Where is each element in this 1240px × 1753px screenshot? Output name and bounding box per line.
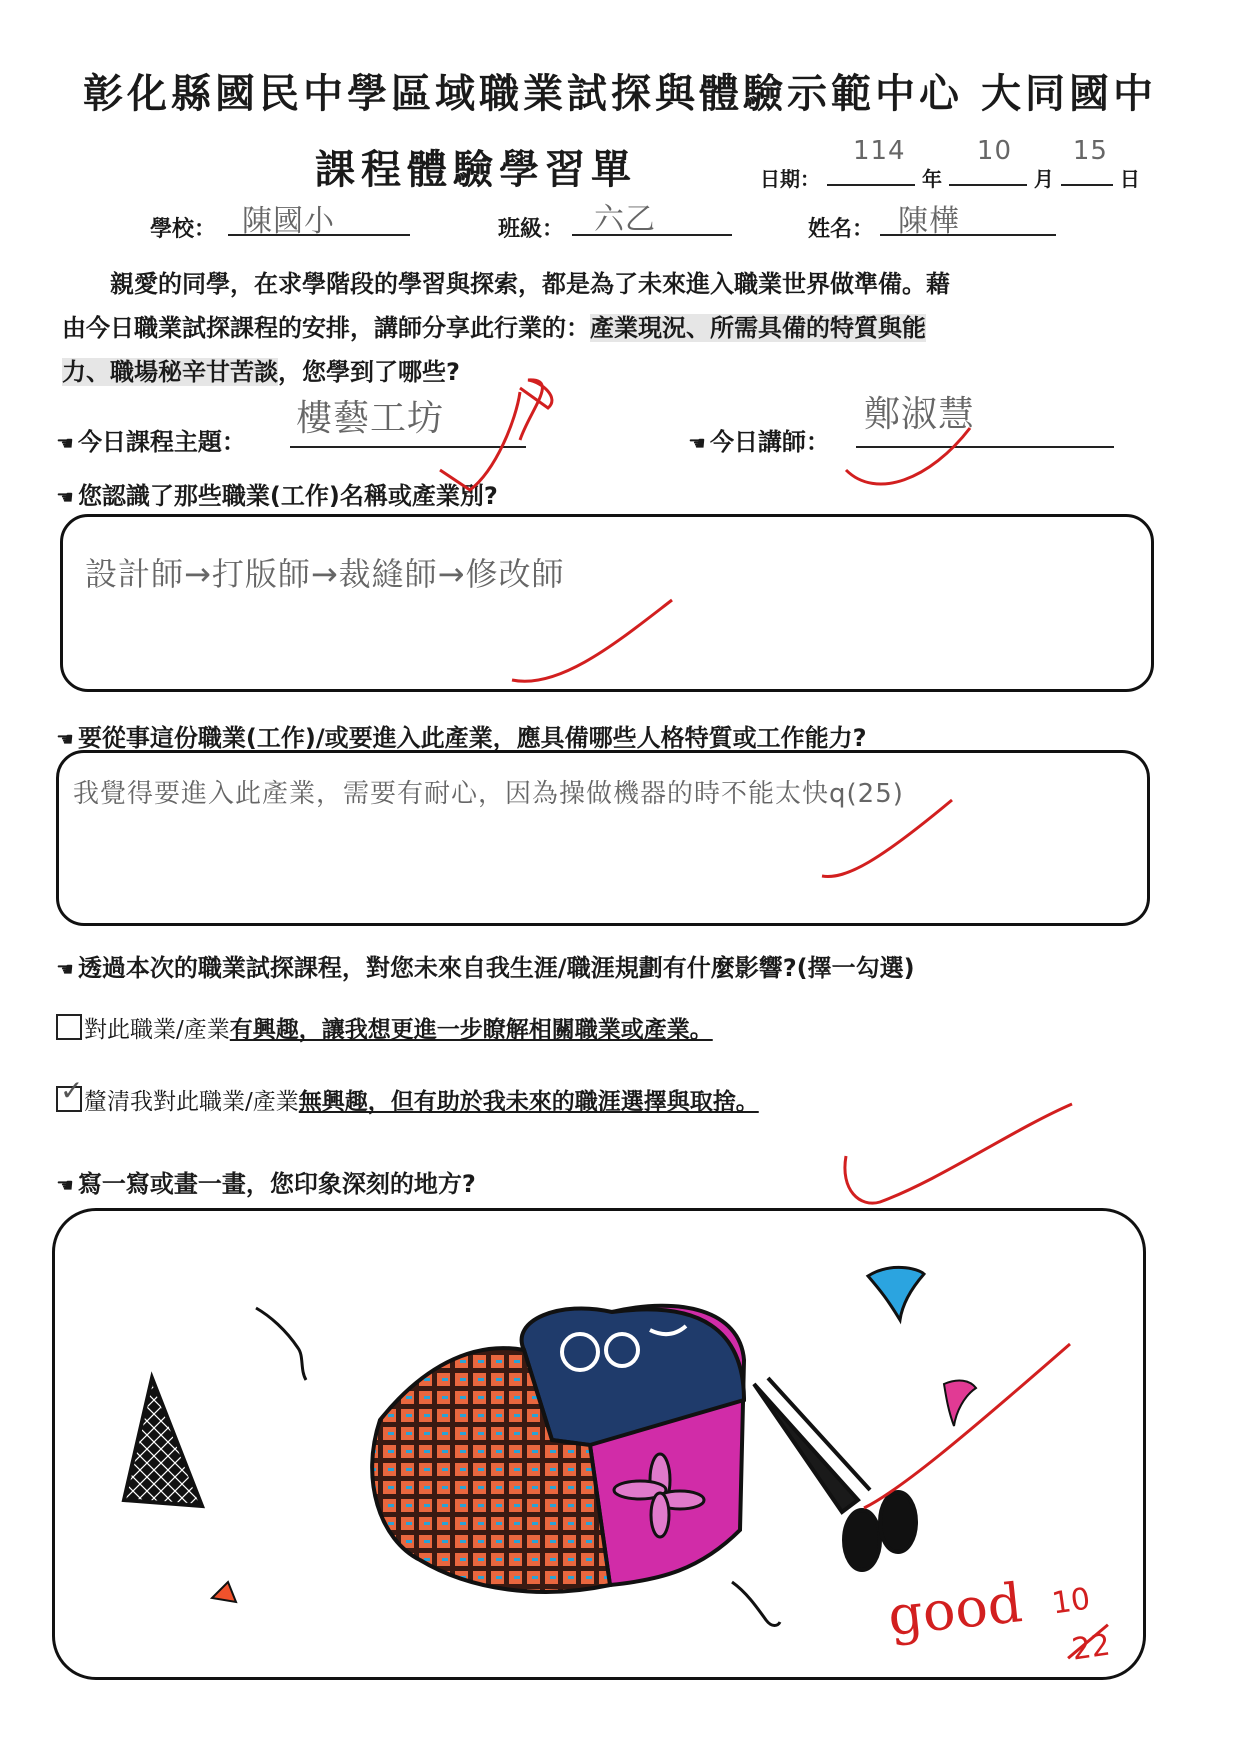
- name-value: 陳樺: [898, 204, 960, 239]
- school-value: 陳國小: [242, 204, 335, 239]
- class-label: 班級：: [498, 217, 565, 242]
- checkmark-icon: ✓: [60, 1074, 84, 1107]
- course-topic-label: 今日課程主題：: [77, 428, 246, 456]
- option1-pre: 對此職業/產業: [84, 1017, 230, 1043]
- thread-line-drawing: [256, 1308, 306, 1380]
- option2-underlined: 無興趣，但有助於我未來的職涯選擇與取捨。: [298, 1089, 759, 1115]
- form-subtitle: 課程體驗學習單: [315, 147, 637, 193]
- q1-answer: 設計師→打版師→裁縫師→修改師: [85, 555, 565, 593]
- date-day-unit: 日: [1119, 167, 1140, 191]
- date-label: 日期：: [760, 167, 820, 191]
- q1-question: 您認識了那些職業(工作)名稱或產業別?: [77, 482, 498, 510]
- name-label: 姓名：: [808, 217, 875, 242]
- red-triangle-drawing: [212, 1582, 236, 1602]
- course-topic-value: 樓藝工坊: [296, 398, 445, 439]
- triangle-net-drawing: [124, 1378, 202, 1506]
- school-label: 學校：: [150, 217, 217, 242]
- date-year-unit: 年: [921, 167, 942, 191]
- date-month-unit: 月: [1033, 167, 1054, 191]
- intro-line2: 由今日職業試探課程的安排，講師分享此行業的：: [62, 314, 590, 342]
- intro-highlight-1: 產業現況、所需具備的特質與能: [590, 314, 926, 342]
- q2-answer: 我覺得要進入此產業，需要有耐心，因為操做機器的時不能太快q(25): [73, 779, 904, 809]
- hand-pointer-icon: ☚: [56, 431, 74, 455]
- intro-line3: ，您學到了哪些?: [278, 358, 460, 386]
- hand-pointer-icon: ☚: [56, 957, 74, 981]
- hand-pointer-icon: ☚: [688, 431, 706, 455]
- date-month-value: 10: [976, 136, 1012, 166]
- date-day-value: 15: [1072, 136, 1108, 166]
- intro-highlight-2: 力、職場秘辛甘苦談: [62, 358, 278, 386]
- grading-date-den: 22: [1069, 1627, 1113, 1668]
- hand-pointer-icon: ☚: [56, 727, 74, 751]
- class-value: 六乙: [594, 202, 656, 237]
- q4-question: 寫一寫或畫一畫，您印象深刻的地方?: [77, 1170, 476, 1198]
- scissors-drawing: [754, 1378, 916, 1570]
- teacher-value: 鄭淑慧: [864, 394, 976, 435]
- option1-underlined: 有興趣，讓我想更進一步瞭解相關職業或產業。: [229, 1017, 713, 1043]
- option2-pre: 釐清我對此職業/產業: [84, 1089, 299, 1115]
- hand-pointer-icon: ☚: [56, 485, 74, 509]
- blue-shape-drawing: [868, 1267, 924, 1320]
- q3-question: 透過本次的職業試探課程，對您未來自我生涯/職涯規劃有什麼影響?(擇一勾選): [77, 954, 915, 982]
- thread-line-drawing: [732, 1582, 780, 1626]
- form-title: 彰化縣國民中學區域職業試探與體驗示範中心 大同國中: [83, 71, 1157, 117]
- grading-date-num: 10: [1049, 1581, 1093, 1622]
- intro-line1: 親愛的同學，在求學階段的學習與探索，都是為了未來進入職業世界做準備。藉: [110, 270, 950, 298]
- heart-quilt-drawing: [372, 1306, 744, 1592]
- q2-question: 要從事這份職業(工作)/或要進入此產業，應具備哪些人格特質或工作能力?: [77, 724, 867, 752]
- hand-pointer-icon: ☚: [56, 1173, 74, 1197]
- grading-comment: good: [885, 1571, 1026, 1648]
- pink-shape-drawing: [944, 1381, 976, 1426]
- teacher-label: 今日講師：: [709, 428, 830, 456]
- date-year-value: 114: [852, 136, 906, 166]
